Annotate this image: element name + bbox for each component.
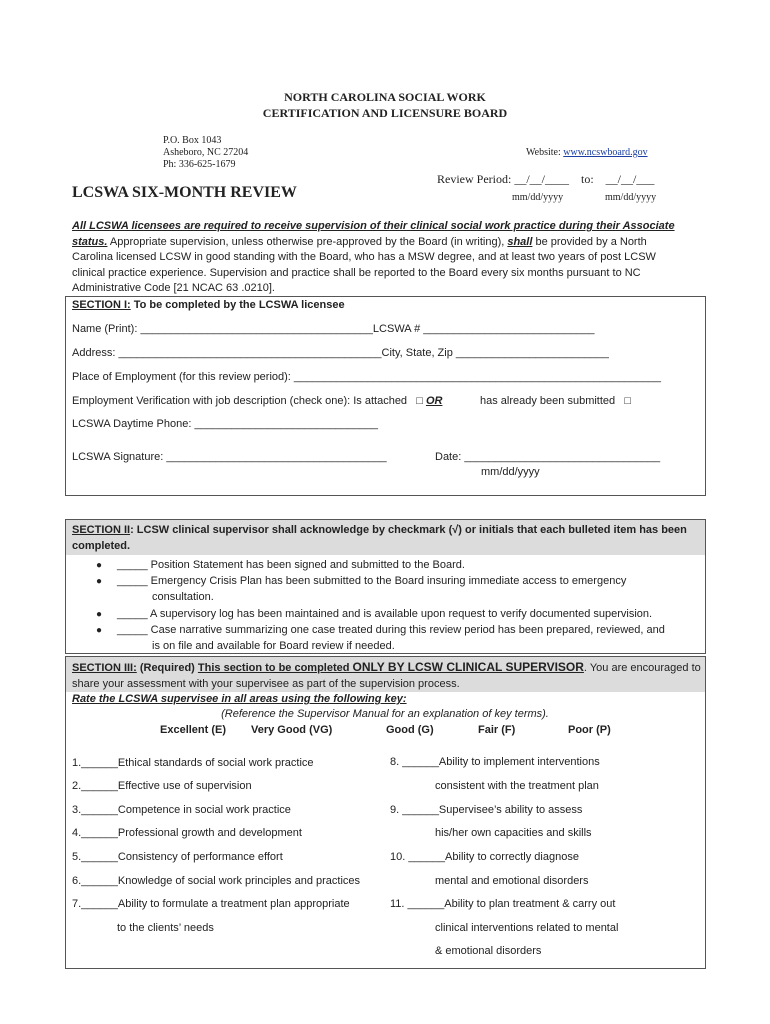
- attached-checkbox[interactable]: □: [416, 395, 423, 407]
- section1-title: To be completed by the LCSWA licensee: [130, 299, 345, 311]
- section2-heading: [72, 523, 702, 554]
- po-box: P.O. Box 1043: [163, 135, 222, 146]
- section1-label: SECTION I:: [72, 299, 131, 311]
- key-poor: Poor (P): [568, 724, 611, 736]
- rating-item-11[interactable]: 11. ______Ability to plan treatment & carry out: [390, 898, 616, 910]
- signature-field[interactable]: LCSWA Signature: ____________________________________: [72, 451, 387, 463]
- intro-line5: Administrative Code [21 NCAC 63 .0210].: [72, 282, 275, 294]
- section3-encouraged: . You are encouraged to: [583, 662, 701, 674]
- rating-item-8-cont: consistent with the treatment plan: [435, 780, 599, 792]
- website-label: Website:: [526, 147, 561, 158]
- date-field[interactable]: Date: ________________________________: [435, 451, 661, 463]
- form-title: LCSWA SIX-MONTH REVIEW: [72, 184, 297, 201]
- checklist-crisis-plan-cont: consultation.: [152, 591, 214, 603]
- rating-item-7-cont: to the clients’ needs: [117, 922, 214, 934]
- section3-label: SECTION III:: [72, 662, 137, 674]
- intro-paragraph: [72, 219, 698, 297]
- verification-label: Employment Verification with job description (check one): Is attached: [72, 395, 408, 407]
- rating-item-3[interactable]: 3.______Competence in social work practice: [72, 804, 291, 816]
- bullet-icon: ●: [96, 576, 103, 587]
- key-fair: Fair (F): [478, 724, 516, 736]
- rating-item-1[interactable]: 1.______Ethical standards of social work practice: [72, 757, 314, 769]
- board-name-line1: NORTH CAROLINA SOCIAL WORK: [284, 90, 486, 104]
- submitted-checkbox[interactable]: □: [624, 395, 631, 407]
- website: [526, 147, 648, 159]
- rating-item-11-cont2: & emotional disorders: [435, 945, 542, 957]
- name-lcswa-field[interactable]: Name (Print): ______________________________________LCSWA # ____________________________: [72, 323, 595, 335]
- intro-line3: Carolina licensed LCSW in good standing with the Board, who has a MSW degree, and at least two years of post LCSW: [72, 251, 656, 263]
- website-link[interactable]: www.ncswboard.gov: [563, 147, 648, 158]
- date-format: mm/dd/yyyy: [481, 466, 540, 478]
- rating-item-10[interactable]: 10. ______Ability to correctly diagnose: [390, 851, 579, 863]
- rating-item-8[interactable]: 8. ______Ability to implement interventions: [390, 756, 600, 768]
- reference-note: (Reference the Supervisor Manual for an explanation of key terms).: [221, 708, 549, 720]
- review-period: [437, 172, 654, 187]
- checklist-crisis-plan[interactable]: _____ Emergency Crisis Plan has been submitted to the Board insuring immediate access to emergency: [117, 575, 627, 587]
- rating-instructions: Rate the LCSWA supervisee in all areas using the following key:: [72, 693, 407, 705]
- rating-item-6[interactable]: 6.______Knowledge of social work principles and practices: [72, 875, 361, 887]
- daytime-phone-field[interactable]: LCSWA Daytime Phone: ______________________________: [72, 418, 379, 430]
- rating-item-11-cont: clinical interventions related to mental: [435, 922, 619, 934]
- key-very-good: Very Good (VG): [251, 724, 333, 736]
- review-from-format: mm/dd/yyyy: [512, 192, 564, 203]
- bullet-icon: ●: [96, 625, 103, 636]
- section3-required: (Required): [136, 662, 198, 674]
- section3-share: share your assessment with your supervisee as part of the supervision process.: [72, 677, 460, 690]
- bullet-icon: ●: [96, 609, 103, 620]
- submitted-option: [480, 395, 631, 407]
- employment-field[interactable]: Place of Employment (for this review period): ____________________________________________________________: [72, 371, 661, 383]
- submitted-label: has already been submitted: [480, 395, 616, 407]
- rating-item-2[interactable]: 2.______Effective use of supervision: [72, 780, 252, 792]
- rating-item-4[interactable]: 4.______Professional growth and development: [72, 827, 302, 839]
- checklist-case-narrative[interactable]: _____ Case narrative summarizing one case treated during this review period has been prepared, reviewed, and: [117, 624, 665, 636]
- checklist-case-narrative-cont: is on file and available for Board review if needed.: [152, 640, 395, 652]
- bullet-icon: ●: [96, 560, 103, 571]
- review-to-field[interactable]: __/__/___: [605, 172, 655, 186]
- section2-label: SECTION II: [72, 524, 131, 536]
- rating-item-9[interactable]: 9. ______Supervisee’s ability to assess: [390, 804, 583, 816]
- key-excellent: Excellent (E): [160, 724, 227, 736]
- or-label: OR: [425, 395, 443, 407]
- key-good: Good (G): [386, 724, 434, 736]
- intro-text2: be provided by a North: [532, 235, 647, 248]
- intro-status: status.: [72, 235, 108, 248]
- city-address: Asheboro, NC 27204: [163, 147, 249, 158]
- section1-heading: [72, 299, 345, 311]
- section2-title: : LCSW clinical supervisor shall acknowledge by checkmark (√) or initials that each bulleted item has been: [130, 524, 687, 536]
- rating-item-7[interactable]: 7.______Ability to formulate a treatment plan appropriate: [72, 898, 350, 910]
- address-field[interactable]: Address: ___________________________________________City, State, Zip _________________________: [72, 347, 609, 359]
- rating-item-9-cont: his/her own capacities and skills: [435, 827, 592, 839]
- review-period-label: Review Period:: [437, 172, 512, 186]
- rating-item-10-cont: mental and emotional disorders: [435, 875, 589, 887]
- intro-line4: clinical practice experience. Supervision and practice shall be reported to the Board every six months pursuant to NC: [72, 266, 641, 279]
- intro-text1: Appropriate supervision, unless otherwise pre-approved by the Board (in writing),: [107, 235, 508, 248]
- intro-shall: shall: [507, 235, 533, 248]
- board-phone: Ph: 336-625-1679: [163, 159, 236, 170]
- section2-title-line2: completed.: [72, 539, 131, 552]
- intro-emphasis: All LCSWA licensees are required to receive supervision of their clinical social work practice during their Associate: [72, 220, 675, 232]
- review-from-field[interactable]: __/__/____: [514, 172, 569, 186]
- board-name-line2: CERTIFICATION AND LICENSURE BOARD: [262, 106, 508, 120]
- rating-item-5[interactable]: 5.______Consistency of performance effort: [72, 851, 283, 863]
- section3-supervisor-only: This section to be completed: [197, 662, 353, 674]
- review-to-label: to:: [581, 172, 594, 186]
- section3-heading: [72, 660, 704, 708]
- checklist-supervisory-log[interactable]: _____ A supervisory log has been maintained and is available upon request to verify documented supervision.: [117, 608, 653, 620]
- employment-verification: [72, 395, 442, 407]
- review-to-format: mm/dd/yyyy: [605, 192, 657, 203]
- section3-only-lcsw: ONLY BY LCSW CLINICAL SUPERVISOR: [352, 660, 584, 674]
- checklist-position-statement[interactable]: _____ Position Statement has been signed and submitted to the Board.: [117, 559, 465, 571]
